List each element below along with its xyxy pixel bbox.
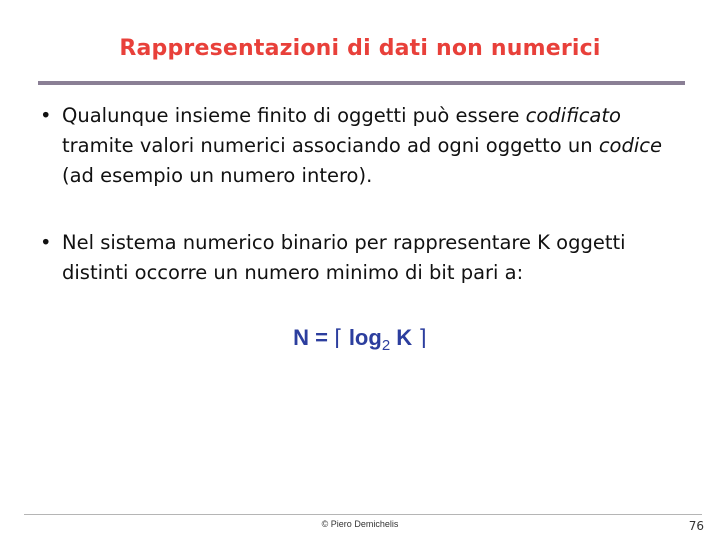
title-divider [38, 81, 685, 85]
bullet-text-part: Qualunque insieme finito di oggetti può essere [62, 104, 526, 127]
ceiling-left-icon: ⌈ [334, 326, 343, 351]
ceiling-right-icon: ⌉ [418, 326, 427, 351]
footer-author: © Piero Demichelis [321, 519, 399, 529]
footer-divider [24, 514, 702, 515]
bullet-icon: • [40, 104, 52, 127]
bullet-text: Nel sistema numerico binario per rappresentare K oggetti distinti occorre un numero minimo di bit pari a: [62, 231, 626, 284]
emphasis-codice: codice [598, 134, 662, 157]
page-number: 76 [688, 519, 704, 533]
formula-lhs: N [293, 325, 309, 350]
formula-equals: = [315, 325, 328, 350]
bullet-item-encoding [40, 101, 690, 191]
formula-base: 2 [381, 337, 391, 354]
bullet-text-part: tramite valori numerici associando ad ogni oggetto un [62, 134, 599, 157]
formula-func: log [348, 325, 382, 350]
bullet-item-binary [40, 228, 690, 288]
formula [0, 325, 720, 354]
formula-arg: K [396, 325, 413, 350]
bullet-icon: • [40, 231, 52, 254]
emphasis-codificato: codificato [525, 104, 621, 127]
bullet-text-part: (ad esempio un numero intero). [62, 164, 373, 187]
bullet-text [62, 101, 690, 191]
slide-title: Rappresentazioni di dati non numerici [119, 36, 601, 61]
